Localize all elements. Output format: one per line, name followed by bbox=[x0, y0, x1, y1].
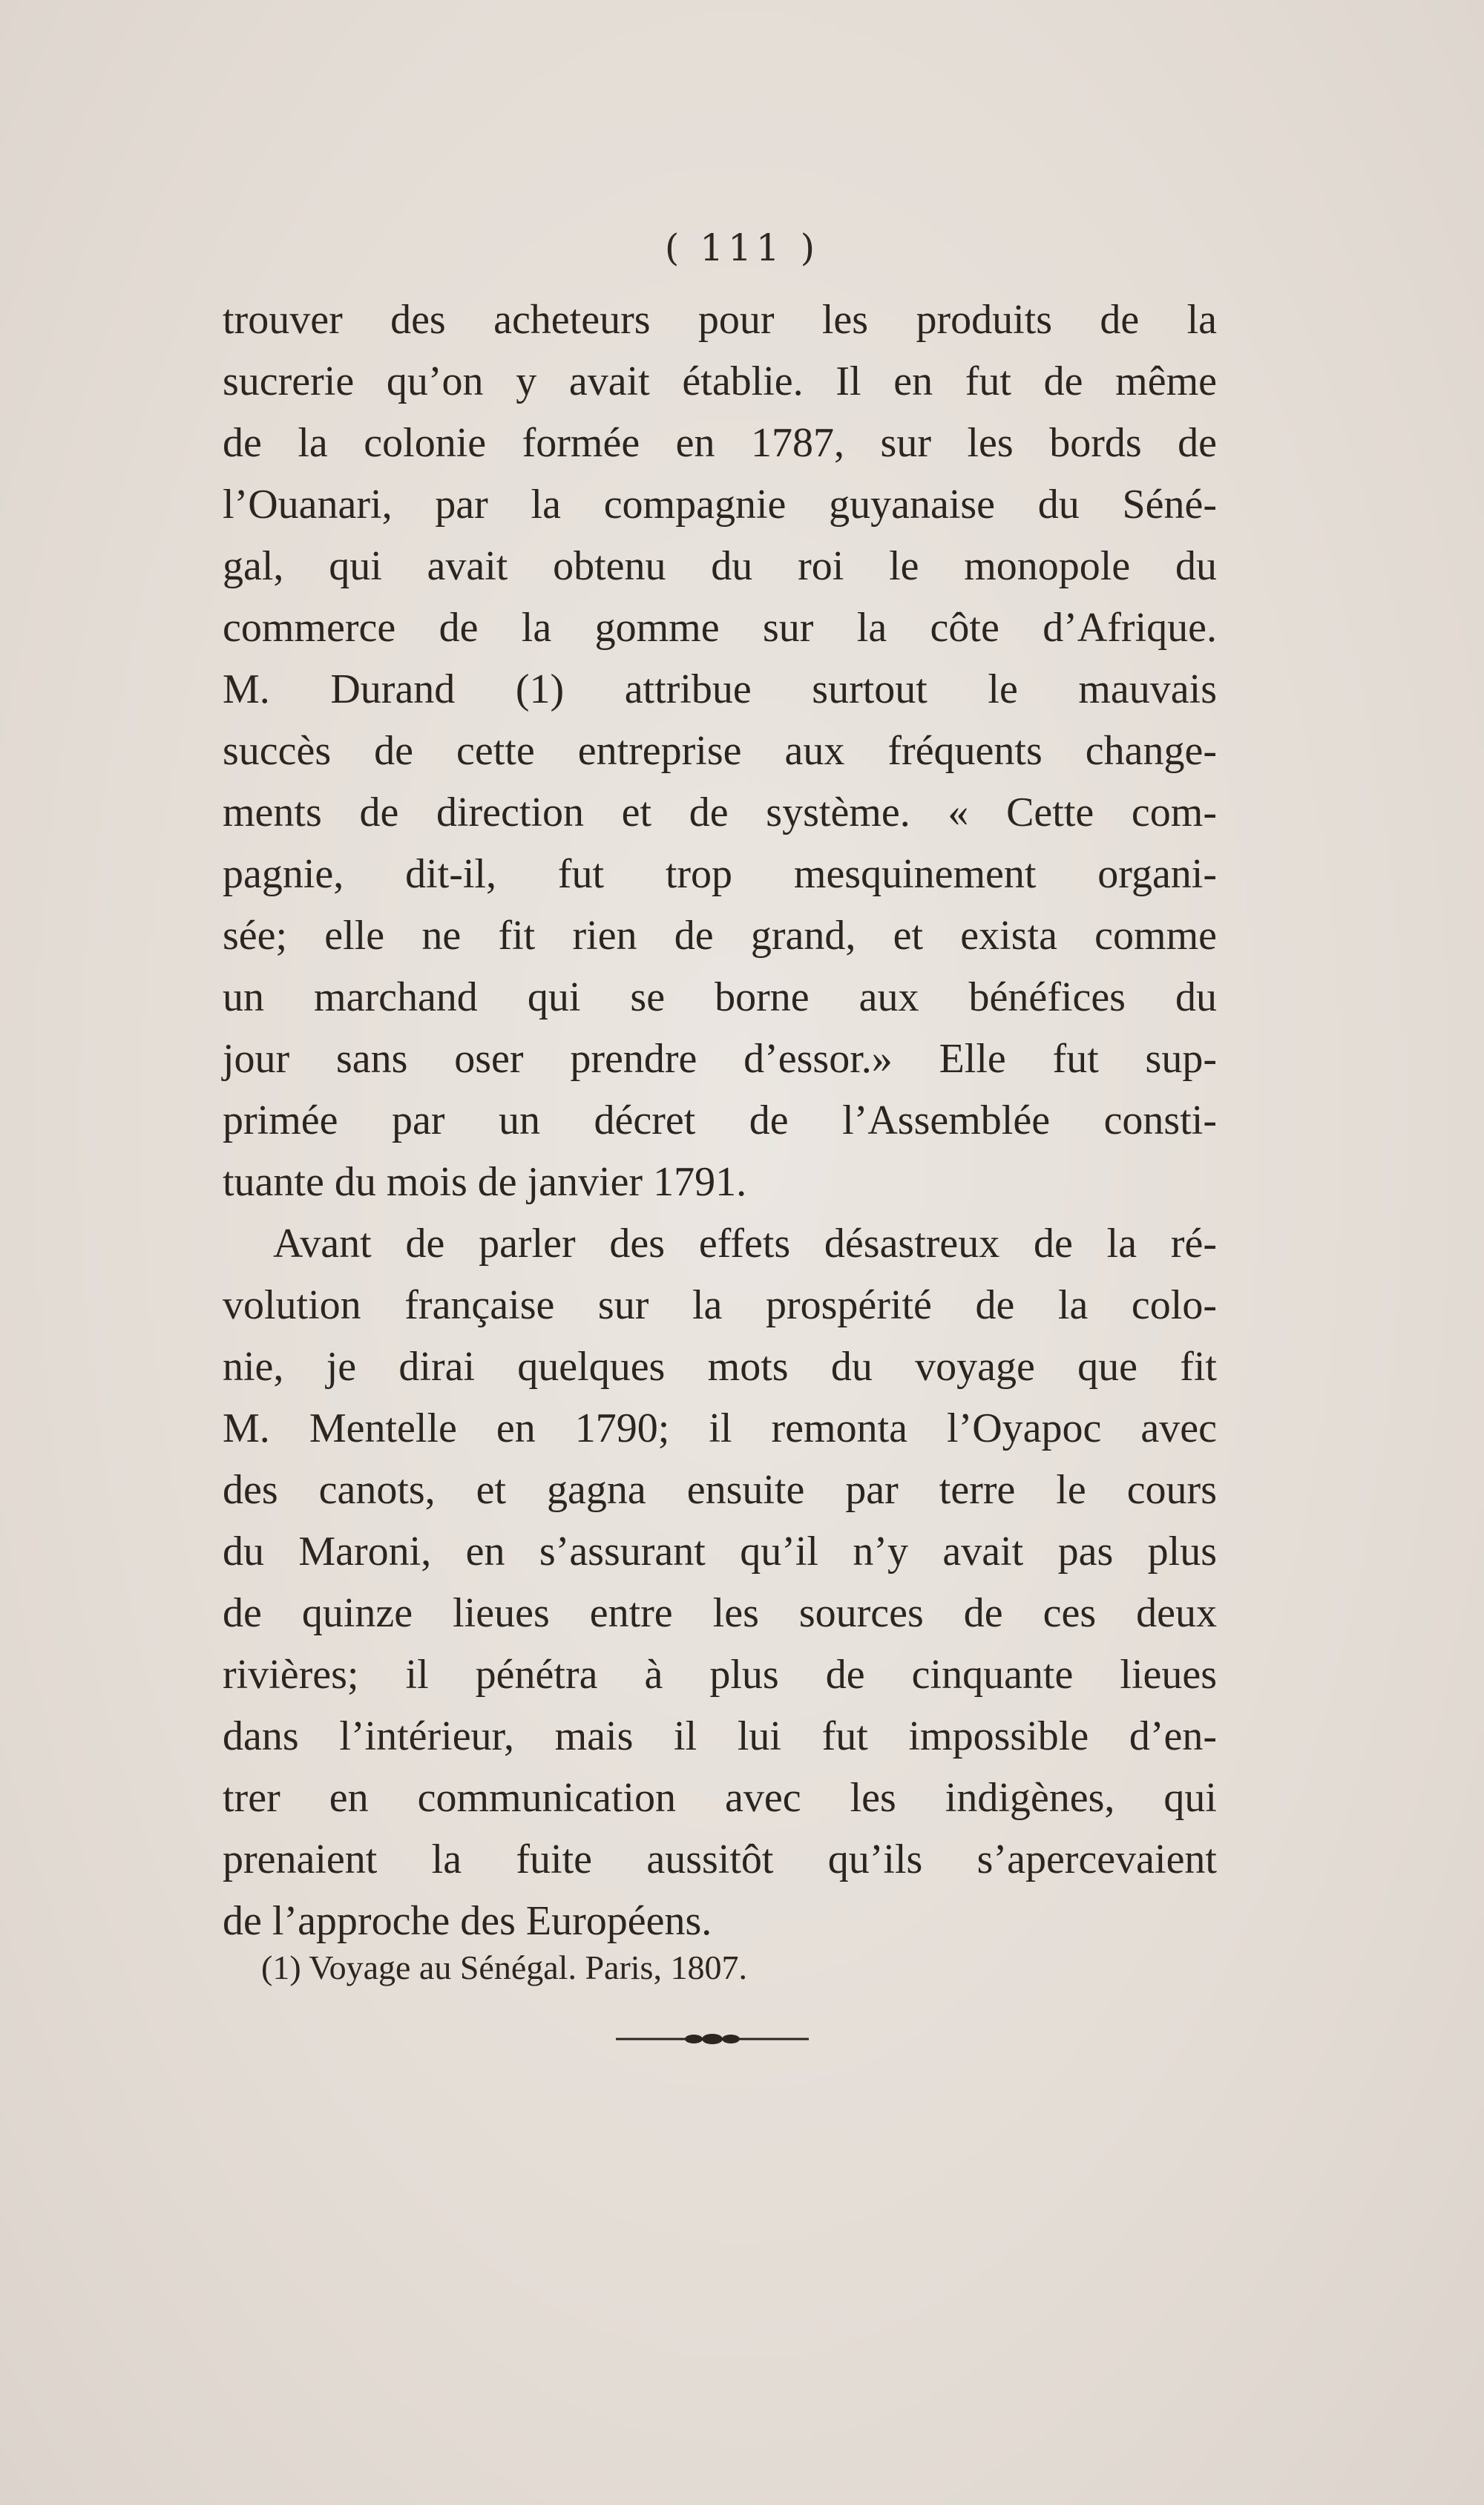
text-line: prenaient la fuite aussitôt qu’ils s’apercevaient bbox=[223, 1836, 1217, 1882]
text-line: tuante du mois de janvier 1791. bbox=[223, 1159, 747, 1205]
ornament-divider-icon bbox=[616, 2032, 809, 2046]
text-line: primée par un décret de l’Assemblée consti- bbox=[223, 1097, 1217, 1143]
text-line: ments de direction et de système. « Cette com- bbox=[223, 789, 1217, 835]
text-line: sucrerie qu’on y avait établie. Il en fut de même bbox=[223, 358, 1217, 404]
text-line: commerce de la gomme sur la côte d’Afrique. bbox=[223, 605, 1217, 651]
text-line: gal, qui avait obtenu du roi le monopole du bbox=[223, 543, 1217, 589]
text-line: M. Mentelle en 1790; il remonta l’Oyapoc avec bbox=[223, 1405, 1217, 1451]
text-line: nie, je dirai quelques mots du voyage que fit bbox=[223, 1344, 1217, 1390]
text-line: de l’approche des Européens. bbox=[223, 1898, 712, 1944]
text-line: de quinze lieues entre les sources de ces deux bbox=[223, 1590, 1217, 1636]
text-line: rivières; il pénétra à plus de cinquante lieues bbox=[223, 1652, 1217, 1698]
body-text bbox=[223, 289, 1217, 1952]
text-line: du Maroni, en s’assurant qu’il n’y avait pas plus bbox=[223, 1529, 1217, 1575]
text-line: jour sans oser prendre d’essor.» Elle fut sup- bbox=[223, 1036, 1217, 1082]
footnote: (1) Voyage au Sénégal. Paris, 1807. bbox=[261, 1948, 747, 1986]
text-line: Avant de parler des effets désastreux de la ré- bbox=[273, 1221, 1217, 1267]
text-line: dans l’intérieur, mais il lui fut impossible d’en- bbox=[223, 1713, 1217, 1759]
text-line: M. Durand (1) attribue surtout le mauvais bbox=[223, 666, 1217, 712]
text-line: trer en communication avec les indigènes, qui bbox=[223, 1775, 1217, 1821]
text-line: l’Ouanari, par la compagnie guyanaise du Séné- bbox=[223, 482, 1217, 528]
text-line: succès de cette entreprise aux fréquents change- bbox=[223, 728, 1217, 774]
text-line: trouver des acheteurs pour les produits de la bbox=[223, 297, 1217, 343]
text-line: pagnie, dit-il, fut trop mesquinement organi- bbox=[223, 851, 1217, 897]
text-line: volution française sur la prospérité de la colo- bbox=[223, 1282, 1217, 1328]
text-line: sée; elle ne fit rien de grand, et exista comme bbox=[223, 913, 1217, 959]
text-line: un marchand qui se borne aux bénéfices du bbox=[223, 974, 1217, 1020]
text-line: de la colonie formée en 1787, sur les bords de bbox=[223, 420, 1217, 466]
page-number: ( 111 ) bbox=[664, 226, 820, 269]
text-line: des canots, et gagna ensuite par terre le cours bbox=[223, 1467, 1217, 1513]
